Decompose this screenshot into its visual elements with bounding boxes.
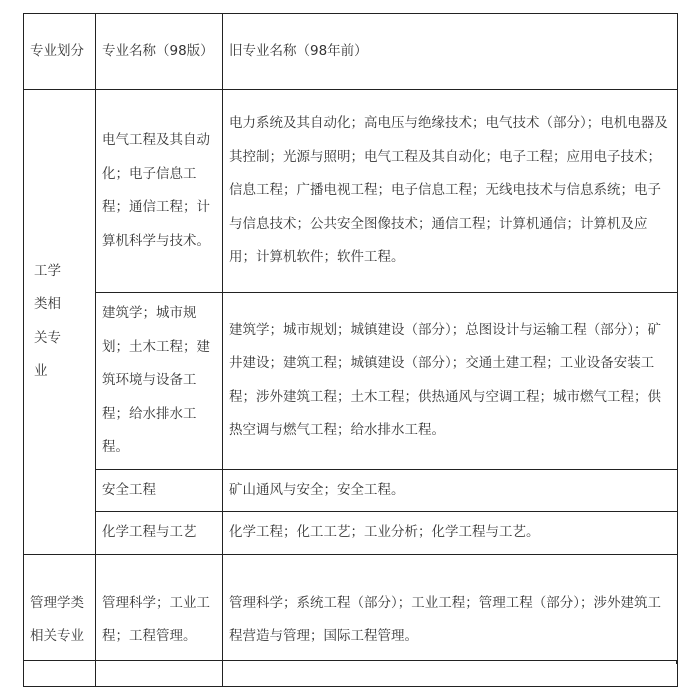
major-cell: 电气工程及其自动化；电子信息工程；通信工程；计算机科学与技术。 bbox=[96, 90, 223, 293]
old-major-cell: 电力系统及其自动化；高电压与绝缘技术；电气技术（部分）；电机电器及其控制；光源与照明；电气工程及其自动化；电子工程；应用电子技术；信息工程；广播电视工程；电子信息工程；无线电技术与信息系统；电子与信息技术；公共安全图像技术；通信工程；计算机通信；计算机及应用；计算机软件；软件工程。 bbox=[223, 90, 678, 293]
old-major-cell: 化学工程；化工工艺；工业分析；化学工程与工艺。 bbox=[223, 512, 678, 555]
table-row bbox=[24, 90, 678, 293]
old-major-cell: 矿山通风与安全；安全工程。 bbox=[223, 469, 678, 512]
old-major-cell: 管理科学；系统工程（部分）；工业工程；管理工程（部分）；涉外建筑工程营造与管理；国际工程管理。 bbox=[223, 554, 678, 686]
major-cell: 管理科学；工业工程；工程管理。 bbox=[96, 554, 223, 686]
table-header-row bbox=[24, 14, 678, 90]
header-major-98: 专业名称（98版） bbox=[96, 14, 223, 90]
table-row bbox=[24, 469, 678, 512]
header-major-old: 旧专业名称（98年前） bbox=[223, 14, 678, 90]
next-row-edge bbox=[23, 660, 677, 664]
major-cell: 建筑学；城市规划；土木工程；建筑环境与设备工程；给水排水工程。 bbox=[96, 293, 223, 470]
majors-table bbox=[23, 13, 678, 687]
category-management: 管理学类相关专业 bbox=[24, 554, 96, 686]
major-cell: 化学工程与工艺 bbox=[96, 512, 223, 555]
table-row bbox=[24, 293, 678, 470]
table-row bbox=[24, 512, 678, 555]
majors-table-container bbox=[23, 13, 677, 687]
table-row bbox=[24, 554, 678, 686]
major-cell: 安全工程 bbox=[96, 469, 223, 512]
category-engineering: 工学类相关专业 bbox=[24, 90, 96, 555]
old-major-cell: 建筑学；城市规划；城镇建设（部分）；总图设计与运输工程（部分）；矿井建设；建筑工程；城镇建设（部分）；交通土建工程；工业设备安装工程；涉外建筑工程；土木工程；供热通风与空调工程；城市燃气工程；供热空调与燃气工程；给水排水工程。 bbox=[223, 293, 678, 470]
header-category: 专业划分 bbox=[24, 14, 96, 90]
